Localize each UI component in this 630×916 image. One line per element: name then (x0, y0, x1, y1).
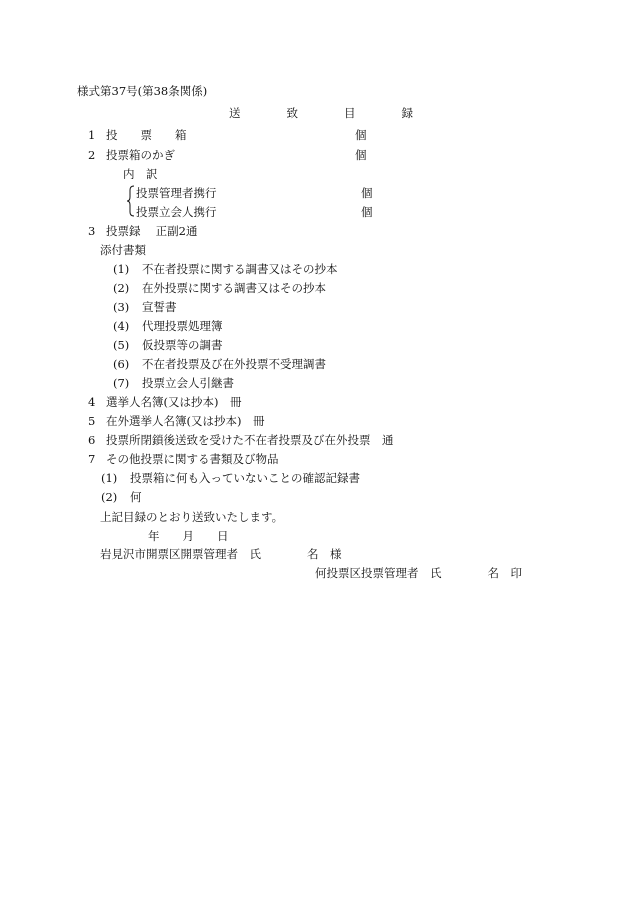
item-number: 2 (88, 148, 96, 162)
breakdown-witness-label: 投票立会人携行 (136, 205, 217, 219)
document-title: 送 致 目 録 (229, 106, 413, 120)
attachment-text: 不在者投票及び在外投票不受理調書 (142, 357, 326, 371)
attachment-text: 仮投票等の調書 (142, 338, 223, 352)
attachment-number: (4) (113, 319, 130, 333)
item-number: 6 (88, 433, 96, 447)
attachment-number: (2) (113, 281, 130, 295)
curly-brace-icon (126, 185, 136, 217)
sub-item-text: 投票箱に何も入っていないことの確認記録書 (130, 471, 360, 485)
item-number: 1 (88, 128, 96, 142)
sub-item-number: (2) (101, 490, 118, 504)
item-number: 7 (88, 452, 96, 466)
item-ballot-box-label: 投 票 箱 (106, 128, 187, 142)
attachment-number: (1) (113, 262, 130, 276)
attachments-heading: 添付書類 (100, 243, 146, 257)
sub-item-number: (1) (101, 471, 118, 485)
breakdown-label: 内 訳 (123, 167, 158, 181)
item-overseas-register-label: 在外選挙人名簿(又は抄本) 冊 (106, 414, 265, 428)
attachment-text: 宣誓書 (142, 300, 177, 314)
item-ballot-record-label: 投票録 正副2通 (106, 224, 198, 238)
item-other-documents-label: その他投票に関する書類及び物品 (106, 452, 279, 466)
attachment-number: (6) (113, 357, 130, 371)
sub-item-text: 何 (130, 490, 142, 504)
item-ballot-box-unit: 個 (355, 128, 367, 142)
attachment-number: (3) (113, 300, 130, 314)
attachment-number: (7) (113, 376, 130, 390)
attachment-number: (5) (113, 338, 130, 352)
date-line: 年 月 日 (148, 529, 229, 543)
item-ballot-box-key-label: 投票箱のかぎ (106, 148, 175, 162)
item-ballot-box-key-unit: 個 (355, 148, 367, 162)
recipient-line: 岩見沢市開票区開票管理者 氏 名 様 (100, 547, 342, 561)
closing-statement: 上記目録のとおり送致いたします。 (100, 510, 284, 524)
breakdown-manager-label: 投票管理者携行 (136, 186, 217, 200)
attachment-text: 代理投票処理簿 (142, 319, 223, 333)
attachment-text: 不在者投票に関する調書又はその抄本 (142, 262, 338, 276)
sender-line: 何投票区投票管理者 氏 名 印 (315, 566, 522, 580)
breakdown-manager-unit: 個 (361, 186, 373, 200)
item-number: 5 (88, 414, 96, 428)
item-number: 4 (88, 395, 96, 409)
item-post-closing-ballots-label: 投票所閉鎖後送致を受けた不在者投票及び在外投票 通 (106, 433, 394, 447)
breakdown-witness-unit: 個 (361, 205, 373, 219)
form-number-header: 様式第37号(第38条関係) (77, 84, 208, 98)
attachment-text: 投票立会人引継書 (142, 376, 234, 390)
attachment-text: 在外投票に関する調書又はその抄本 (142, 281, 326, 295)
item-voter-register-label: 選挙人名簿(又は抄本) 冊 (106, 395, 242, 409)
item-number: 3 (88, 224, 96, 238)
